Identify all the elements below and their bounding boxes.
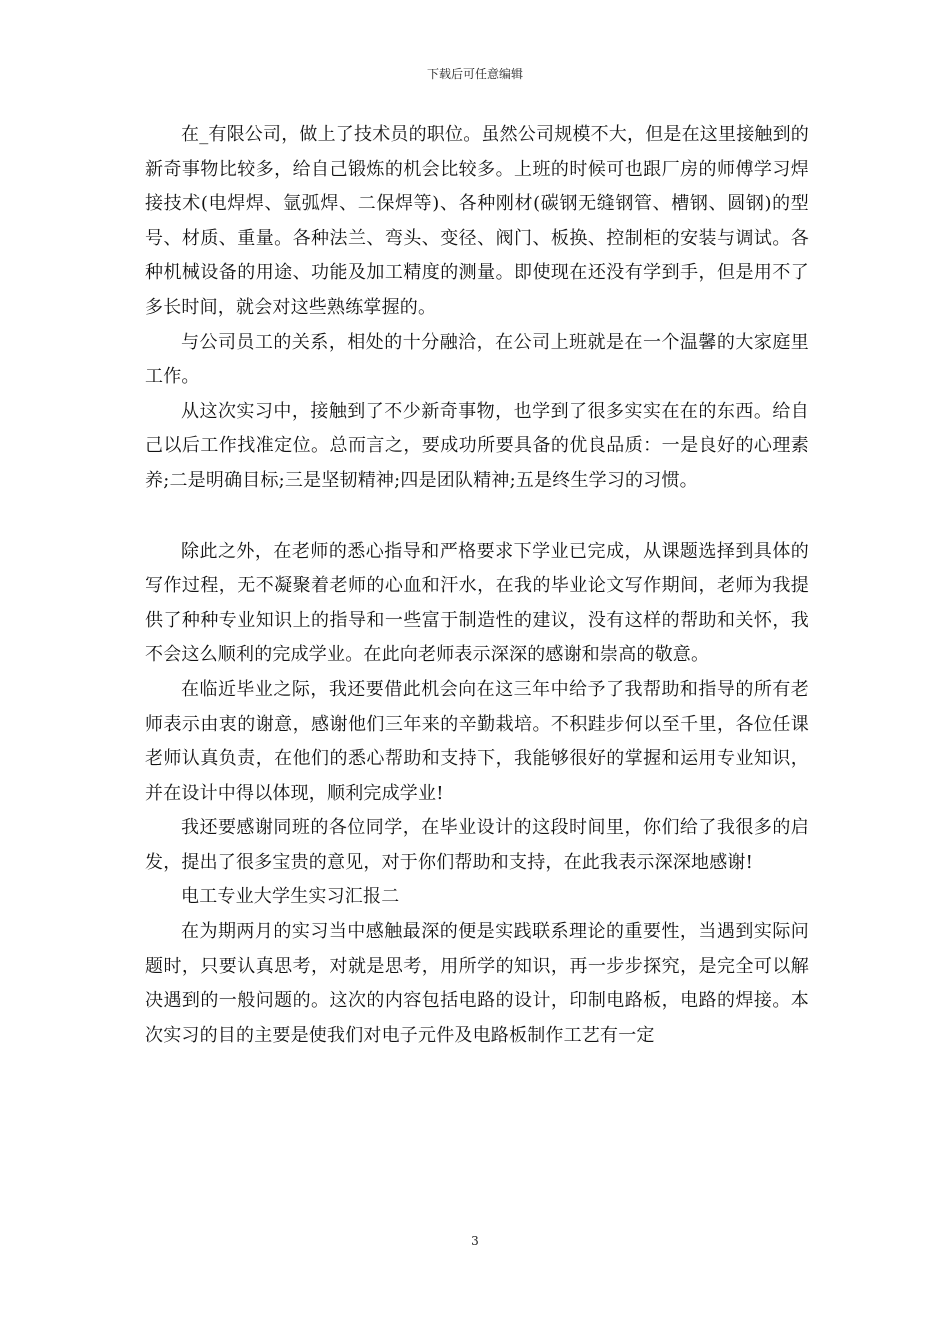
paragraph-internship-company: 在_有限公司，做上了技术员的职位。虽然公司规模不大，但是在这里接触到的新奇事物比较多，给自己锻炼的机会比较多。上班的时候可也跟厂房的师傅学习焊接技术(电焊焊、氩弧焊、二保焊等)、各种刚材(碳钢无缝钢管、槽钢、圆钢)的型号、材质、重量。各种法兰、弯头、变径、阀门、板换、控制柜的安装与调试。各种机械设备的用途、功能及加工精度的测量。即使现在还没有学到手，但是用不了多长时间，就会对这些熟练掌握的。 xyxy=(145,124,809,318)
paragraph-thanks-teachers: 除此之外，在老师的悉心指导和严格要求下学业已完成，从课题选择到具体的写作过程，无不凝聚着老师的心血和汗水，在我的毕业论文写作期间，老师为我提供了种种专业知识上的指导和一些富于制造性的建议，没有这样的帮助和关怀，我不会这么顺利的完成学业。在此向老师表示深深的感谢和崇高的敬意。 xyxy=(145,540,809,666)
document-body xyxy=(145,118,809,1053)
paragraph-thanks-classmates: 我还要感谢同班的各位同学，在毕业设计的这段时间里，你们给了我很多的启发，提出了很多宝贵的意见，对于你们帮助和支持，在此我表示深深地感谢! xyxy=(145,817,809,873)
paragraph-summary: 从这次实习中，接触到了不少新奇事物，也学到了很多实实在在的东西。给自己以后工作找准定位。总而言之，要成功所要具备的优良品质：一是良好的心理素养;二是明确目标;三是坚韧精神;四是团队精神;五是终生学习的习惯。 xyxy=(145,400,809,491)
paragraph-colleagues: 与公司员工的关系，相处的十分融洽，在公司上班就是在一个温馨的大家庭里工作。 xyxy=(145,331,809,388)
paragraph-report-two: 在为期两月的实习当中感触最深的便是实践联系理论的重要性，当遇到实际问题时，只要认真思考，对就是思考，用所学的知识，再一步步探究，是完全可以解决遇到的一般问题的。这次的内容包括电路的设计，印制电路板，电路的焊接。本次实习的目的主要是使我们对电子元件及电路板制作工艺有一定 xyxy=(145,921,809,1046)
page-number: 3 xyxy=(471,1234,479,1248)
section-heading: 电工专业大学生实习汇报二 xyxy=(181,886,400,908)
page-header: 下载后可任意编辑 xyxy=(426,67,523,81)
paragraph-thanks-all-teachers: 在临近毕业之际，我还要借此机会向在这三年中给予了我帮助和指导的所有老师表示由衷的谢意，感谢他们三年来的辛勤栽培。不积跬步何以至千里，各位任课老师认真负责，在他们的悉心帮助和支持下，我能够很好的掌握和运用专业知识，并在设计中得以体现，顺利完成学业! xyxy=(145,678,809,804)
paragraph-gap xyxy=(145,499,809,535)
